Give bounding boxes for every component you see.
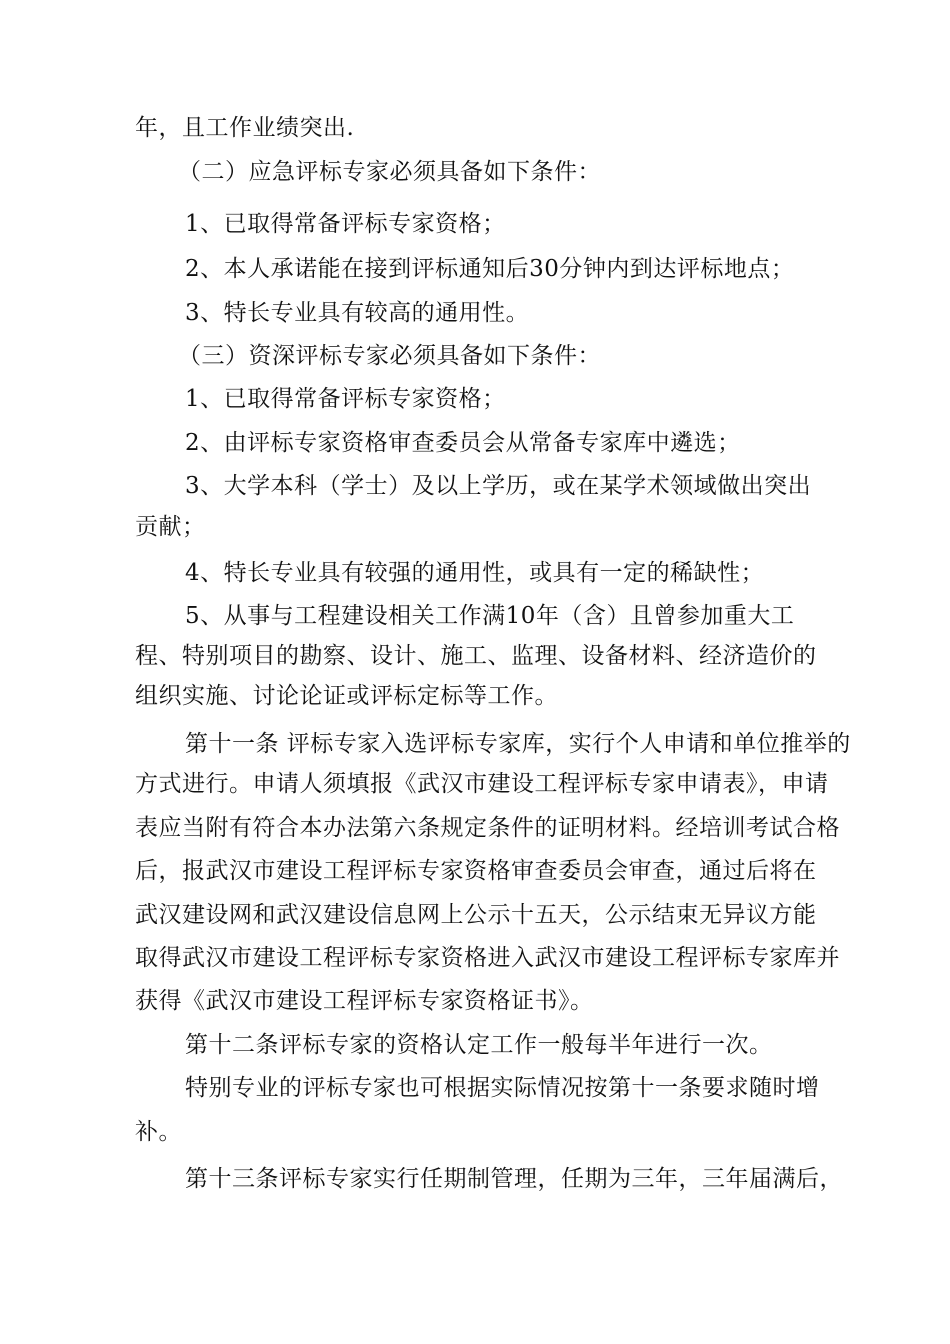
list-item: 3、特长专业具有较高的通用性。 [185, 300, 530, 326]
text-line: 年，且工作业绩突出. [135, 115, 355, 141]
list-item: 2、由评标专家资格审查委员会从常备专家库中遴选； [185, 430, 741, 456]
text-line: 程、特别项目的勘察、设计、施工、监理、设备材料、经济造价的 [135, 643, 817, 669]
text-line: 方式进行。申请人须填报《武汉市建设工程评标专家申请表》，申请 [135, 771, 829, 797]
text-line: 贡献； [135, 514, 206, 540]
list-item: 1、已取得常备评标专家资格； [185, 386, 506, 412]
section-heading: （二）应急评标专家必须具备如下条件： [178, 159, 601, 185]
text-line: 特别专业的评标专家也可根据实际情况按第十一条要求随时增 [185, 1075, 820, 1101]
article-paragraph: 第十二条评标专家的资格认定工作一般每半年进行一次。 [185, 1032, 773, 1058]
section-heading: （三）资深评标专家必须具备如下条件： [178, 343, 601, 369]
text-line: 表应当附有符合本办法第六条规定条件的证明材料。经培训考试合格 [135, 815, 840, 841]
article-paragraph: 第十一条 评标专家入选评标专家库，实行个人申请和单位推举的 [185, 731, 851, 757]
list-item: 2、本人承诺能在接到评标通知后30分钟内到达评标地点； [185, 256, 795, 282]
text-line: 获得《武汉市建设工程评标专家资格证书》。 [135, 988, 594, 1014]
text-line: 后，报武汉市建设工程评标专家资格审查委员会审查，通过后将在 [135, 858, 817, 884]
article-paragraph: 第十三条评标专家实行任期制管理，任期为三年，三年届满后， [185, 1166, 843, 1192]
text-line: 补。 [135, 1119, 182, 1145]
text-line: 组织实施、讨论论证或评标定标等工作。 [135, 683, 558, 709]
text-line: 武汉建设网和武汉建设信息网上公示十五天，公示结束无异议方能 [135, 902, 817, 928]
list-item: 3、大学本科（学士）及以上学历，或在某学术领域做出突出 [185, 473, 812, 499]
list-item: 1、已取得常备评标专家资格； [185, 211, 506, 237]
list-item: 5、从事与工程建设相关工作满10年（含）且曾参加重大工 [185, 603, 795, 629]
text-line: 取得武汉市建设工程评标专家资格进入武汉市建设工程评标专家库并 [135, 945, 840, 971]
list-item: 4、特长专业具有较强的通用性，或具有一定的稀缺性； [185, 560, 765, 586]
